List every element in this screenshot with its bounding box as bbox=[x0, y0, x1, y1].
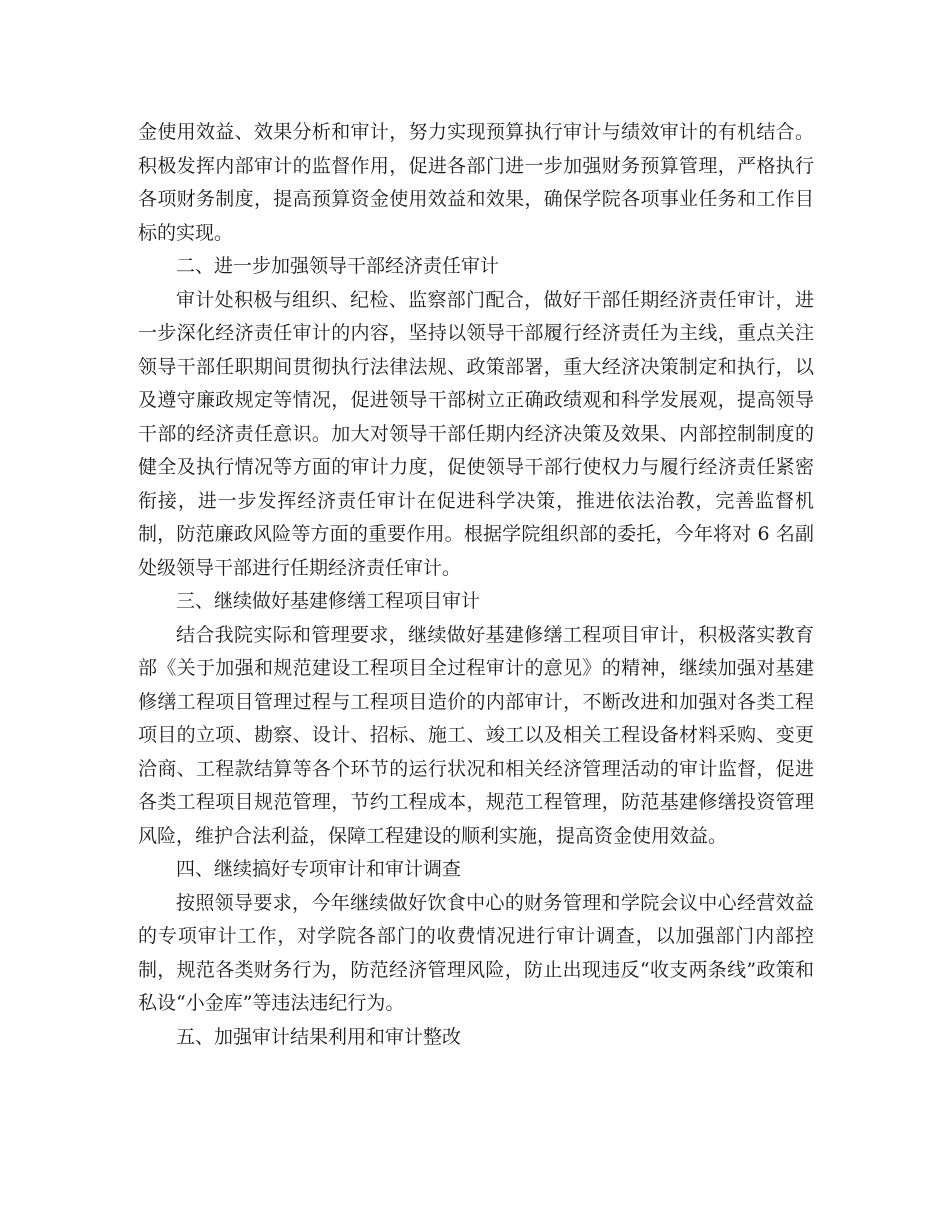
section-heading-4: 四、继续搞好专项审计和审计调查 bbox=[176, 858, 462, 880]
paragraph-section-2: 审计处积极与组织、纪检、监察部门配合，做好干部任期经济责任审计，进一步深化经济责任审计的内容，坚持以领导干部履行经济责任为主线，重点关注领导干部任职期间贯彻执行法律法规、政策部署，重大经济决策制定和执行，以及遵守廉政规定等情况，促进领导干部树立正确政绩观和科学发展观，提高领导干部的经济责任意识。加大对领导干部任期内经济决策及效果、内部控制制度的健全及执行情况等方面的审计力度，促使领导干部行使权力与履行经济责任紧密衔接，进一步发挥经济责任审计在促进科学决策，推进依法治教，完善监督机制，防范廉政风险等方面的重要作用。根据学院组织部的委托，今年将对 6 名副处级领导干部进行任期经济责任审计。 bbox=[138, 288, 814, 579]
section-heading-2: 二、进一步加强领导干部经济责任审计 bbox=[176, 255, 500, 277]
paragraph-section-3: 结合我院实际和管理要求，继续做好基建修缮工程项目审计，积极落实教育部《关于加强和规范建设工程项目全过程审计的意见》的精神，继续加强对基建修缮工程项目管理过程与工程项目造价的内部审计，不断改进和加强对各类工程项目的立项、勘察、设计、招标、施工、竣工以及相关工程设备材料采购、变更洽商、工程款结算等各个环节的运行状况和相关经济管理活动的审计监督，促进各类工程项目规范管理，节约工程成本，规范工程管理，防范基建修缮投资管理风险，维护合法利益，保障工程建设的顺利实施，提高资金使用效益。 bbox=[138, 623, 814, 847]
section-heading-5: 五、加强审计结果利用和审计整改 bbox=[176, 1025, 462, 1048]
section-heading-3: 三、继续做好基建修缮工程项目审计 bbox=[176, 590, 481, 612]
paragraph-section-4: 按照领导要求，今年继续做好饮食中心的财务管理和学院会议中心经营效益的专项审计工作，对学院各部门的收费情况进行审计调查，以加强部门内部控制，规范各类财务行为，防范经济管理风险，防止出现违反“收支两条线”政策和私设“小金库”等违法违纪行为。 bbox=[138, 891, 814, 1014]
paragraph-continuation: 金使用效益、效果分析和审计，努力实现预算执行审计与绩效审计的有机结合。积极发挥内部审计的监督作用，促进各部门进一步加强财务预算管理，严格执行各项财务制度，提高预算资金使用效益和效果，确保学院各项事业任务和工作目标的实现。 bbox=[138, 121, 814, 244]
document-body bbox=[138, 116, 814, 1054]
